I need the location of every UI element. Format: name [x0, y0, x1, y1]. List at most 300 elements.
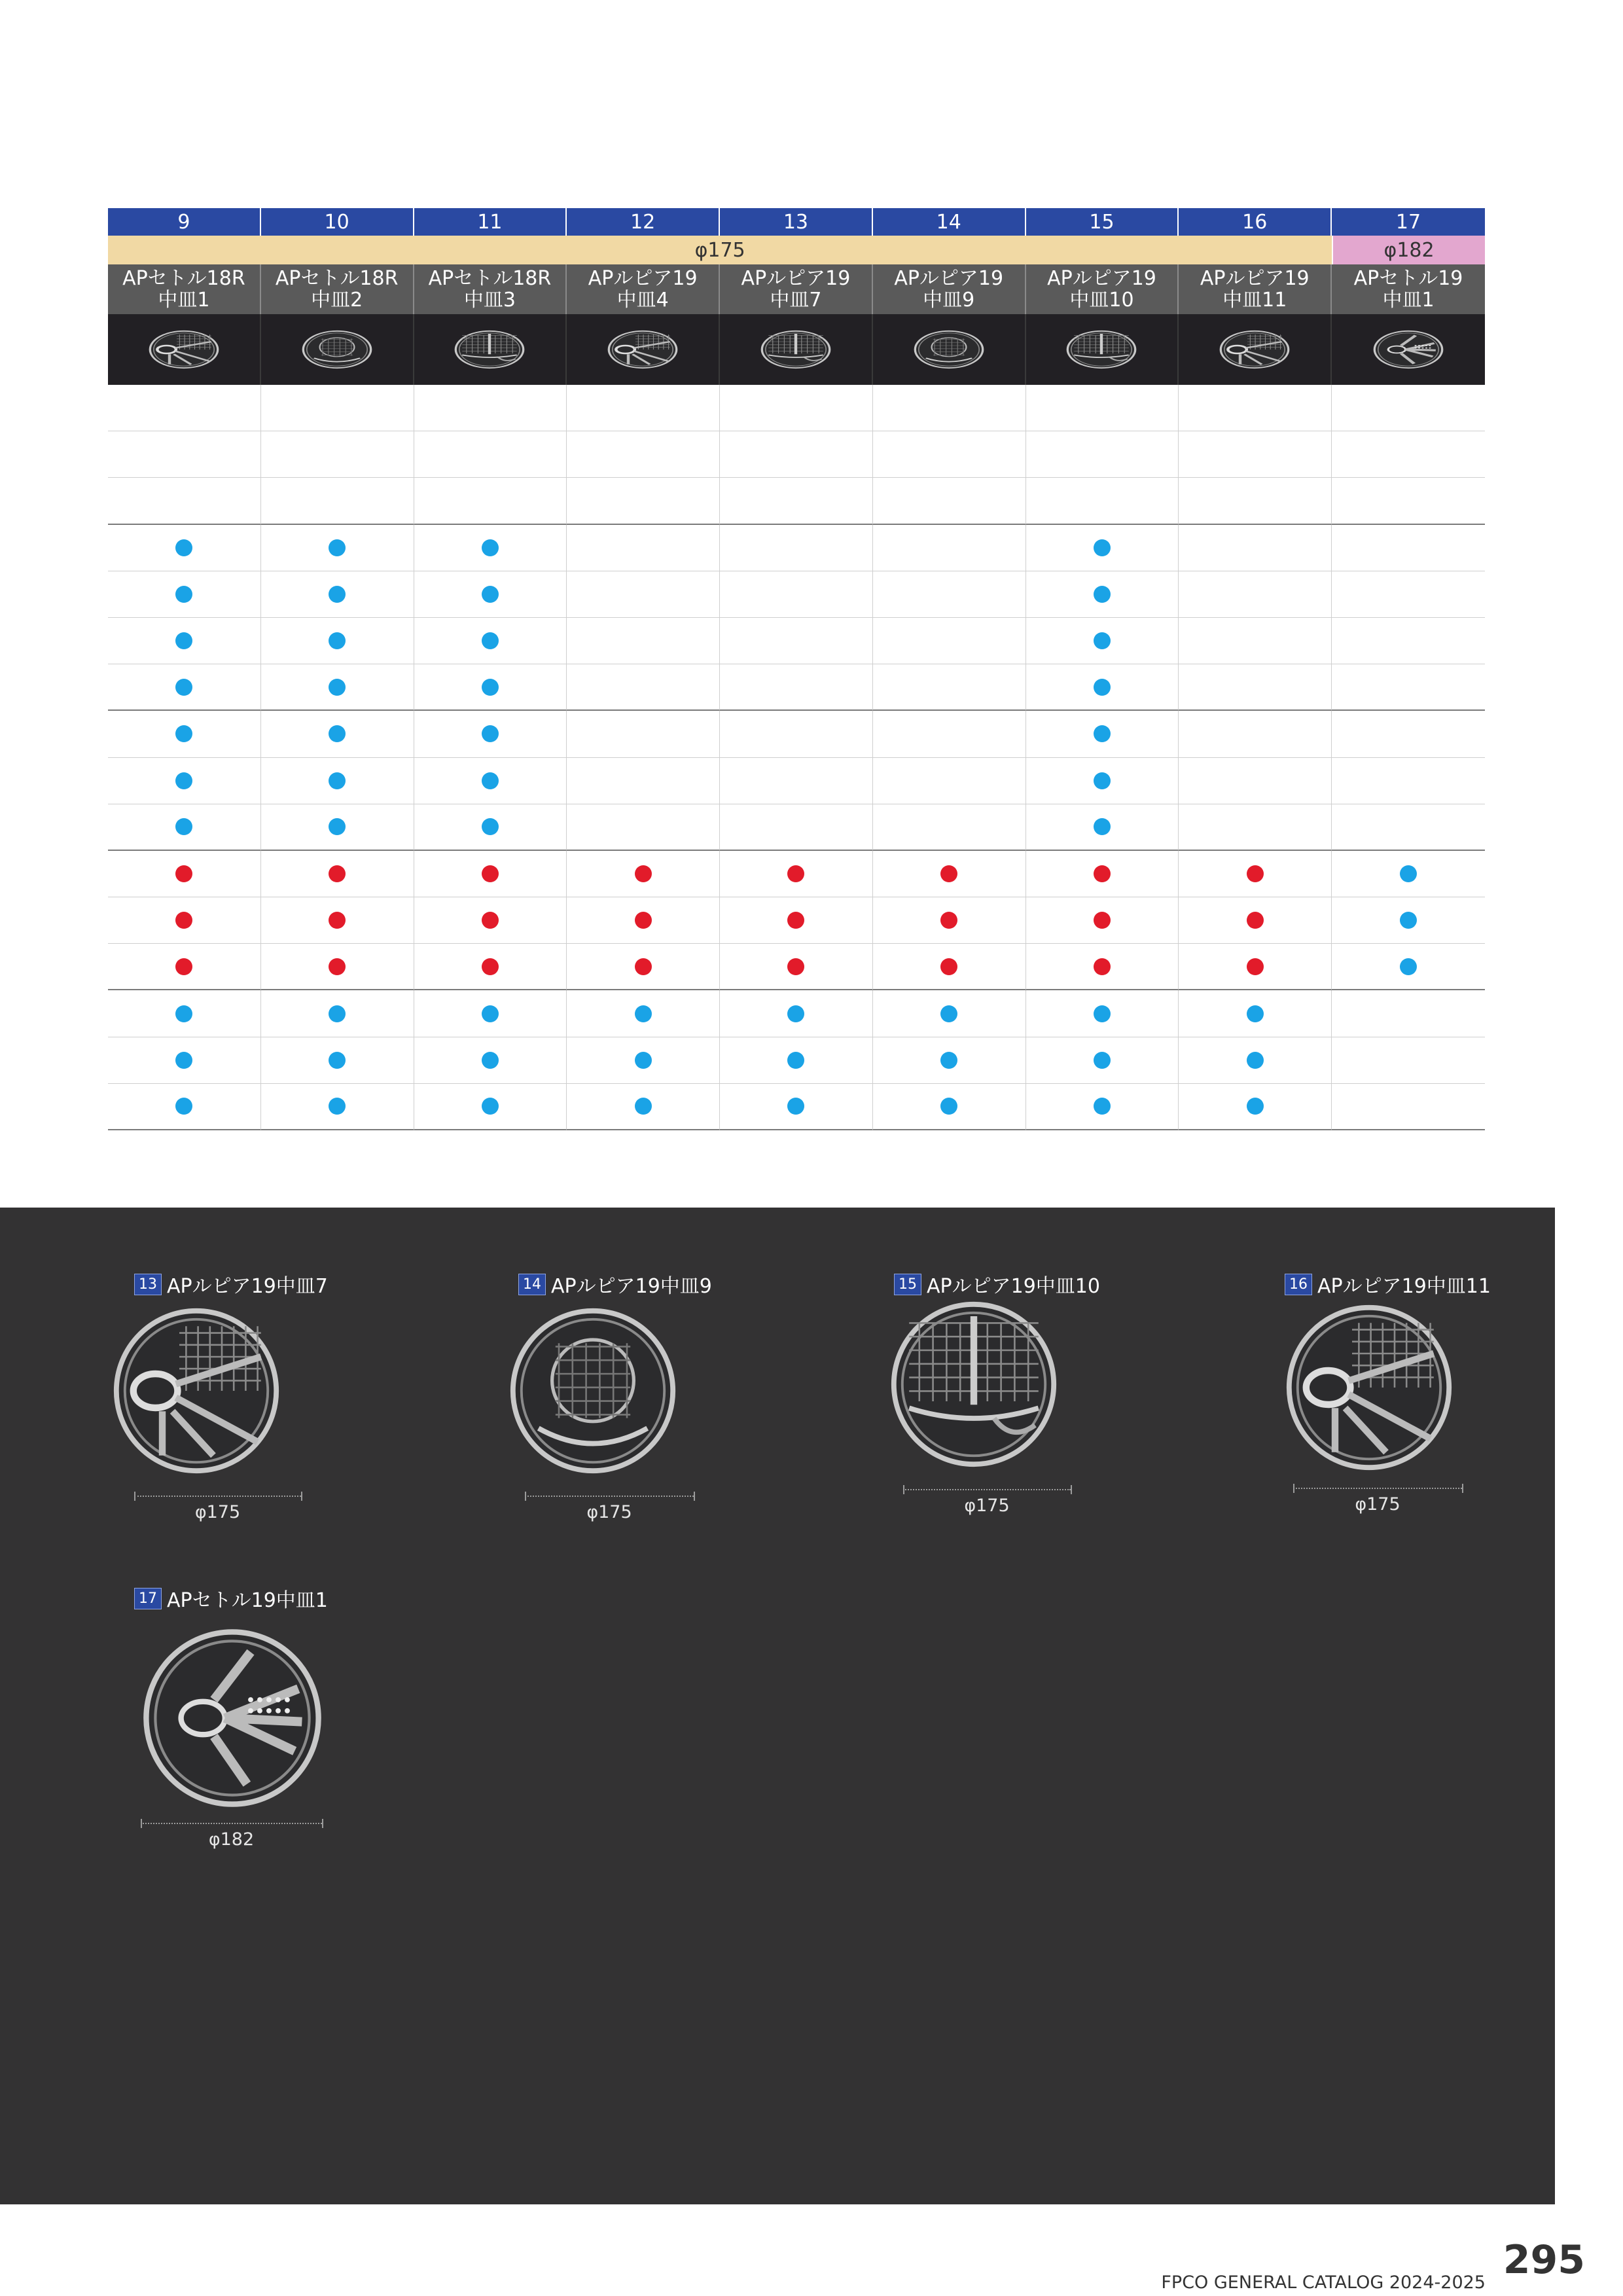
product-name-line: APセトル18R — [428, 267, 552, 290]
table-cell — [1332, 618, 1485, 664]
table-cell — [567, 385, 720, 431]
blue-dot-mark — [175, 539, 192, 556]
column-number: 13 — [720, 208, 873, 236]
product-name-line: 中皿1 — [1382, 289, 1435, 312]
product-name-line: APルピア19 — [741, 267, 851, 290]
table-cell — [414, 944, 567, 990]
tray-notched-grid-icon — [760, 330, 832, 369]
dimension-label: φ175 — [1355, 1494, 1400, 1515]
diameter-row — [108, 236, 1485, 264]
table-row — [108, 571, 1485, 618]
red-dot-mark — [1094, 912, 1111, 929]
table-cell — [1332, 804, 1485, 851]
tray-notched-grid-icon — [889, 1299, 1059, 1469]
product-number-badge: 16 — [1285, 1274, 1312, 1295]
table-cell — [720, 944, 873, 990]
blue-dot-mark — [329, 725, 346, 742]
blue-dot-mark — [329, 586, 346, 603]
blue-dot-mark — [329, 818, 346, 835]
table-cell — [108, 990, 261, 1037]
blue-dot-mark — [175, 586, 192, 603]
table-cell — [414, 1037, 567, 1084]
red-dot-mark — [1247, 912, 1264, 929]
blue-dot-mark — [635, 1098, 652, 1115]
tray-notched-grid-icon — [1065, 330, 1137, 369]
table-cell — [1179, 897, 1332, 944]
blue-dot-mark — [940, 1052, 957, 1069]
column-number: 17 — [1332, 208, 1485, 236]
red-dot-mark — [482, 958, 499, 975]
compatibility-table — [108, 208, 1485, 1130]
table-cell — [1332, 385, 1485, 431]
blue-dot-mark — [175, 1005, 192, 1022]
table-row — [108, 851, 1485, 897]
red-dot-mark — [482, 865, 499, 882]
table-cell — [567, 851, 720, 897]
table-cell — [567, 711, 720, 757]
table-cell — [873, 758, 1026, 804]
table-cell — [108, 664, 261, 711]
dimension-line — [1293, 1488, 1462, 1490]
table-cell — [1026, 944, 1179, 990]
table-cell — [108, 804, 261, 851]
table-cell — [108, 1084, 261, 1130]
red-dot-mark — [635, 958, 652, 975]
table-cell — [1332, 851, 1485, 897]
table-cell — [1179, 618, 1332, 664]
table-cell — [567, 571, 720, 618]
dimension-line — [134, 1496, 301, 1498]
table-row — [108, 618, 1485, 664]
column-number: 12 — [567, 208, 720, 236]
table-cell — [1026, 711, 1179, 757]
product-label — [518, 1270, 712, 1299]
red-dot-mark — [329, 912, 346, 929]
blue-dot-mark — [175, 818, 192, 835]
table-cell — [414, 571, 567, 618]
table-cell — [261, 944, 414, 990]
product-name-line: APルピア19 — [894, 267, 1004, 290]
red-dot-mark — [635, 912, 652, 929]
table-cell — [414, 664, 567, 711]
table-cell — [1332, 431, 1485, 478]
table-cell — [567, 990, 720, 1037]
table-cell — [873, 664, 1026, 711]
table-cell — [720, 851, 873, 897]
table-cell — [567, 525, 720, 571]
product-photo — [261, 314, 414, 385]
table-cell — [1026, 897, 1179, 944]
table-cell — [873, 711, 1026, 757]
tray-petal-icon — [141, 1626, 324, 1810]
product-number-badge: 15 — [894, 1274, 921, 1295]
blue-dot-mark — [1400, 958, 1417, 975]
blue-dot-mark — [329, 632, 346, 649]
product-name-line: APルピア19 — [588, 267, 698, 290]
blue-dot-mark — [175, 632, 192, 649]
table-cell — [108, 431, 261, 478]
red-dot-mark — [482, 912, 499, 929]
product-name-cell — [1332, 264, 1485, 314]
table-cell — [1332, 478, 1485, 524]
table-cell — [1332, 897, 1485, 944]
table-cell — [567, 664, 720, 711]
product-panel — [0, 1208, 1555, 2204]
blue-dot-mark — [1400, 912, 1417, 929]
tray-petal-icon — [1372, 330, 1444, 369]
blue-dot-mark — [1094, 539, 1111, 556]
table-cell — [261, 851, 414, 897]
blue-dot-mark — [1247, 1052, 1264, 1069]
red-dot-mark — [329, 958, 346, 975]
table-cell — [567, 431, 720, 478]
table-cell — [1026, 571, 1179, 618]
blue-dot-mark — [1094, 1005, 1111, 1022]
product-photo — [1332, 314, 1485, 385]
table-cell — [567, 1084, 720, 1130]
product-name-line: 中皿10 — [1069, 289, 1134, 312]
table-row — [108, 525, 1485, 571]
dimension-tick — [322, 1819, 323, 1828]
blue-dot-mark — [940, 1005, 957, 1022]
table-cell — [1179, 478, 1332, 524]
table-cell — [1026, 618, 1179, 664]
table-cell — [261, 571, 414, 618]
table-cell — [1179, 431, 1332, 478]
product-name-line: 中皿2 — [311, 289, 363, 312]
catalog-title: FPCO GENERAL CATALOG 2024-2025 — [1161, 2272, 1486, 2293]
blue-dot-mark — [1094, 586, 1111, 603]
product-name-line: APセトル19 — [1353, 267, 1463, 290]
tray-grid-oval-icon — [1219, 330, 1291, 369]
table-cell — [108, 478, 261, 524]
table-cell — [567, 758, 720, 804]
table-cell — [1026, 1084, 1179, 1130]
table-cell — [1179, 664, 1332, 711]
table-cell — [414, 990, 567, 1037]
product-label — [134, 1270, 328, 1299]
table-cell — [108, 618, 261, 664]
dimension-tick — [141, 1819, 142, 1828]
table-cell — [1332, 664, 1485, 711]
tray-grid-oval-icon — [111, 1306, 281, 1476]
blue-dot-mark — [175, 725, 192, 742]
red-dot-mark — [787, 912, 804, 929]
table-cell — [1332, 711, 1485, 757]
table-cell — [261, 804, 414, 851]
product-name-line: 中皿9 — [923, 289, 975, 312]
table-cell — [1332, 758, 1485, 804]
blue-dot-mark — [1247, 1005, 1264, 1022]
red-dot-mark — [1247, 865, 1264, 882]
product-label — [894, 1270, 1100, 1299]
table-cell — [720, 525, 873, 571]
table-cell — [1026, 1037, 1179, 1084]
table-cell — [261, 431, 414, 478]
table-cell — [1332, 1037, 1485, 1084]
tray-notched-grid-icon — [454, 330, 526, 369]
dimension-tick — [1071, 1485, 1072, 1494]
table-cell — [108, 758, 261, 804]
table-row — [108, 944, 1485, 990]
table-cell — [567, 478, 720, 524]
dimension-tick — [301, 1492, 302, 1501]
blue-dot-mark — [1247, 1098, 1264, 1115]
product-name: APルピア19中皿9 — [551, 1275, 712, 1298]
product-name-row — [108, 264, 1485, 314]
red-dot-mark — [175, 958, 192, 975]
table-cell — [720, 1037, 873, 1084]
blue-dot-mark — [482, 818, 499, 835]
blue-dot-mark — [482, 1052, 499, 1069]
table-cell — [1026, 851, 1179, 897]
table-row — [108, 664, 1485, 711]
table-cell — [108, 711, 261, 757]
table-cell — [567, 897, 720, 944]
red-dot-mark — [1094, 865, 1111, 882]
table-cell — [1179, 944, 1332, 990]
table-cell — [720, 711, 873, 757]
table-cell — [720, 618, 873, 664]
product-name-cell — [1026, 264, 1179, 314]
table-cell — [873, 990, 1026, 1037]
table-cell — [261, 618, 414, 664]
product-photo — [567, 314, 720, 385]
table-cell — [720, 385, 873, 431]
table-row — [108, 478, 1485, 524]
table-cell — [1179, 990, 1332, 1037]
table-cell — [414, 618, 567, 664]
tray-grid-oval-icon — [1284, 1302, 1454, 1473]
table-cell — [1179, 804, 1332, 851]
blue-dot-mark — [1094, 818, 1111, 835]
table-cell — [567, 804, 720, 851]
table-cell — [720, 431, 873, 478]
product-name: APルピア19中皿10 — [927, 1275, 1100, 1298]
table-cell — [261, 1084, 414, 1130]
dimension-line — [141, 1823, 322, 1825]
table-cell — [414, 711, 567, 757]
product-name-line: 中皿1 — [158, 289, 210, 312]
table-cell — [873, 851, 1026, 897]
column-number-row — [108, 208, 1485, 236]
blue-dot-mark — [329, 1005, 346, 1022]
tray-round-center-icon — [913, 330, 985, 369]
table-cell — [1332, 944, 1485, 990]
product-name-cell — [261, 264, 414, 314]
table-cell — [873, 385, 1026, 431]
column-number: 16 — [1179, 208, 1332, 236]
table-row — [108, 758, 1485, 804]
product-name-line: 中皿3 — [463, 289, 516, 312]
table-cell — [1026, 664, 1179, 711]
table-cell — [108, 851, 261, 897]
table-cell — [720, 664, 873, 711]
table-row — [108, 990, 1485, 1037]
blue-dot-mark — [787, 1005, 804, 1022]
blue-dot-mark — [329, 1052, 346, 1069]
table-cell — [414, 525, 567, 571]
table-cell — [261, 990, 414, 1037]
blue-dot-mark — [482, 772, 499, 789]
blue-dot-mark — [175, 1098, 192, 1115]
table-cell — [873, 618, 1026, 664]
table-cell — [414, 897, 567, 944]
product-photo — [873, 314, 1026, 385]
column-number: 15 — [1026, 208, 1179, 236]
blue-dot-mark — [940, 1098, 957, 1115]
table-cell — [414, 758, 567, 804]
product-name: APルピア19中皿7 — [167, 1275, 328, 1298]
blue-dot-mark — [635, 1052, 652, 1069]
column-number: 14 — [873, 208, 1026, 236]
table-cell — [1332, 1084, 1485, 1130]
table-cell — [261, 478, 414, 524]
table-cell — [720, 990, 873, 1037]
tray-round-center-icon — [508, 1306, 678, 1476]
red-dot-mark — [635, 865, 652, 882]
product-name-line: 中皿7 — [770, 289, 822, 312]
blue-dot-mark — [329, 539, 346, 556]
blue-dot-mark — [482, 1098, 499, 1115]
table-cell — [720, 758, 873, 804]
table-cell — [873, 1084, 1026, 1130]
product-name-cell — [720, 264, 873, 314]
red-dot-mark — [787, 865, 804, 882]
table-cell — [108, 525, 261, 571]
tray-round-center-icon — [301, 330, 373, 369]
column-number: 9 — [108, 208, 261, 236]
table-cell — [108, 1037, 261, 1084]
product-number-badge: 17 — [134, 1588, 162, 1609]
red-dot-mark — [787, 958, 804, 975]
table-cell — [261, 1037, 414, 1084]
product-name-line: APセトル18R — [122, 267, 245, 290]
dimension-tick — [903, 1485, 904, 1494]
product-name: APセトル19中皿1 — [167, 1589, 328, 1612]
table-cell — [1026, 990, 1179, 1037]
blue-dot-mark — [1094, 1098, 1111, 1115]
diameter-175: φ175 — [108, 236, 1332, 264]
table-cell — [873, 571, 1026, 618]
product-photo — [108, 314, 261, 385]
table-cell — [1332, 525, 1485, 571]
product-photo — [1026, 314, 1179, 385]
table-cell — [1179, 571, 1332, 618]
table-cell — [261, 525, 414, 571]
red-dot-mark — [329, 865, 346, 882]
blue-dot-mark — [1094, 632, 1111, 649]
table-cell — [414, 431, 567, 478]
table-cell — [414, 804, 567, 851]
table-cell — [720, 571, 873, 618]
product-name-cell — [414, 264, 567, 314]
red-dot-mark — [1247, 958, 1264, 975]
dimension-line — [903, 1489, 1071, 1492]
table-cell — [261, 385, 414, 431]
table-cell — [720, 804, 873, 851]
blue-dot-mark — [1094, 679, 1111, 696]
product-photo — [414, 314, 567, 385]
table-cell — [1332, 990, 1485, 1037]
product-photo — [1179, 314, 1332, 385]
dimension-tick — [694, 1492, 695, 1501]
product-name-line: 中皿4 — [616, 289, 669, 312]
table-cell — [414, 851, 567, 897]
red-dot-mark — [175, 912, 192, 929]
blue-dot-mark — [787, 1052, 804, 1069]
red-dot-mark — [1094, 958, 1111, 975]
dimension-tick — [134, 1492, 135, 1501]
table-cell — [414, 385, 567, 431]
product-photo-row — [108, 314, 1485, 385]
table-cell — [1026, 385, 1179, 431]
table-cell — [873, 1037, 1026, 1084]
table-cell — [720, 478, 873, 524]
table-cell — [873, 897, 1026, 944]
product-name-cell — [108, 264, 261, 314]
table-cell — [873, 804, 1026, 851]
table-cell — [414, 478, 567, 524]
table-cell — [873, 944, 1026, 990]
product-photo — [720, 314, 873, 385]
red-dot-mark — [940, 958, 957, 975]
table-cell — [1026, 804, 1179, 851]
blue-dot-mark — [482, 1005, 499, 1022]
table-row — [108, 1037, 1485, 1084]
red-dot-mark — [940, 865, 957, 882]
table-cell — [261, 758, 414, 804]
product-number-badge: 13 — [134, 1274, 162, 1295]
product-name-line: 中皿11 — [1222, 289, 1287, 312]
diameter-182: φ182 — [1332, 236, 1485, 264]
blue-dot-mark — [175, 679, 192, 696]
blue-dot-mark — [482, 539, 499, 556]
table-cell — [567, 618, 720, 664]
table-cell — [1026, 431, 1179, 478]
blue-dot-mark — [1094, 772, 1111, 789]
product-name-cell — [1179, 264, 1332, 314]
table-cell — [108, 571, 261, 618]
blue-dot-mark — [482, 632, 499, 649]
product-label — [134, 1584, 328, 1613]
dimension-label: φ175 — [964, 1496, 1010, 1516]
table-cell — [567, 1037, 720, 1084]
blue-dot-mark — [1094, 725, 1111, 742]
table-row — [108, 1084, 1485, 1130]
dimension-label: φ182 — [208, 1829, 255, 1850]
table-cell — [1026, 478, 1179, 524]
table-cell — [261, 664, 414, 711]
blue-dot-mark — [1400, 865, 1417, 882]
table-cell — [873, 431, 1026, 478]
tray-grid-oval-icon — [607, 330, 679, 369]
table-cell — [108, 944, 261, 990]
table-row — [108, 711, 1485, 757]
product-label — [1285, 1270, 1491, 1299]
table-cell — [1179, 758, 1332, 804]
table-row — [108, 385, 1485, 431]
table-row — [108, 804, 1485, 851]
table-cell — [414, 1084, 567, 1130]
product-name: APルピア19中皿11 — [1317, 1275, 1491, 1298]
blue-dot-mark — [329, 1098, 346, 1115]
table-cell — [108, 897, 261, 944]
column-number: 11 — [414, 208, 567, 236]
blue-dot-mark — [175, 1052, 192, 1069]
table-cell — [1332, 571, 1485, 618]
table-cell — [873, 478, 1026, 524]
